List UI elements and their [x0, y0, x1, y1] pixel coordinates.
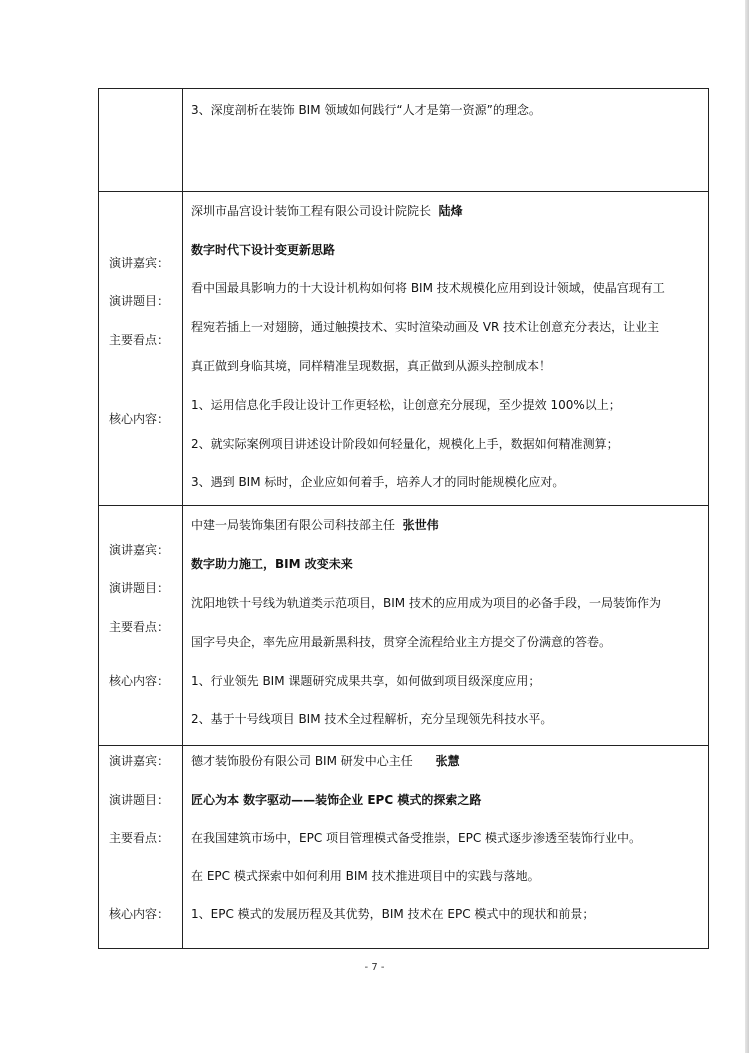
content-line: 看中国最具影响力的十大设计机构如何将 BIM 技术规模化应用到设计领域，使晶宫现有工 [191, 281, 665, 295]
topic-label: 演讲题目： [109, 581, 170, 595]
highlights-label: 主要看点： [109, 333, 170, 347]
topic-label: 演讲题目： [109, 294, 170, 308]
content-line: 程宛若插上一对翅膀，通过触摸技术、实时渲染动画及 VR 技术让创意充分表达，让业主 [191, 320, 660, 334]
speaker-table [98, 88, 709, 949]
content-line: 2、就实际案例项目讲述设计阶段如何轻量化，规模化上手，数据如何精准测算； [191, 437, 619, 451]
label-cell [99, 89, 183, 191]
content-line: 在我国建筑市场中，EPC 项目管理模式备受推崇，EPC 模式逐步渗透至装饰行业中。 [191, 831, 642, 845]
speaker-org: 中建一局装饰集团有限公司科技部主任 [191, 518, 396, 532]
speaker-label: 演讲嘉宾： [109, 543, 170, 557]
speaker-line [191, 517, 439, 533]
speaker-line [191, 203, 463, 219]
content-line: 沈阳地铁十号线为轨道类示范项目，BIM 技术的应用成为项目的必备手段，一局装饰作为 [191, 596, 661, 610]
talk-title: 数字助力施工，BIM 改变未来 [191, 557, 353, 571]
speaker-name: 张世伟 [402, 518, 439, 532]
content-line: 真正做到身临其境，同样精准呈现数据，真正做到从源头控制成本！ [191, 359, 552, 373]
content-line: 1、行业领先 BIM 课题研究成果共享，如何做到项目级深度应用； [191, 674, 541, 688]
core-content-label: 核心内容： [109, 674, 170, 688]
speaker-line [191, 753, 460, 769]
speaker-name: 张慧 [435, 754, 460, 768]
content-line: 1、运用信息化手段让设计工作更轻松，让创意充分展现，至少提效 100%以上； [191, 398, 621, 412]
speaker-name: 陆烽 [438, 204, 463, 218]
content-line: 在 EPC 模式探索中如何利用 BIM 技术推进项目中的实践与落地。 [191, 869, 540, 883]
topic-label: 演讲题目： [109, 793, 170, 807]
speaker-org: 德才装饰股份有限公司 BIM 研发中心主任 [191, 754, 413, 768]
page-number: - 7 - [364, 962, 385, 973]
page-edge-shadow [745, 0, 749, 1053]
speaker-label: 演讲嘉宾： [109, 256, 170, 270]
speaker-label: 演讲嘉宾： [109, 754, 170, 768]
talk-title: 数字时代下设计变更新思路 [191, 243, 336, 257]
label-cell [99, 506, 183, 745]
content-line: 3、深度剖析在装饰 BIM 领域如何践行“人才是第一资源”的理念。 [191, 103, 541, 117]
table-row [99, 746, 708, 948]
content-line: 1、EPC 模式的发展历程及其优势，BIM 技术在 EPC 模式中的现状和前景； [191, 907, 595, 921]
table-row [99, 192, 708, 506]
highlights-label: 主要看点： [109, 831, 170, 845]
table-row [99, 506, 708, 746]
label-cell [99, 746, 183, 948]
core-content-label: 核心内容： [109, 907, 170, 921]
core-content-label: 核心内容： [109, 412, 170, 426]
talk-title: 匠心为本 数字驱动——装饰企业 EPC 模式的探索之路 [191, 793, 482, 807]
table-row [99, 89, 708, 192]
content-line: 2、基于十号线项目 BIM 技术全过程解析，充分呈现领先科技水平。 [191, 712, 553, 726]
content-line: 3、遇到 BIM 标时，企业应如何着手，培养人才的同时能规模化应对。 [191, 475, 565, 489]
highlights-label: 主要看点： [109, 620, 170, 634]
content-line: 国字号央企，率先应用最新黑科技，贯穿全流程给业主方提交了份满意的答卷。 [191, 635, 612, 649]
speaker-org: 深圳市晶宫设计装饰工程有限公司设计院院长 [191, 204, 432, 218]
label-cell [99, 192, 183, 505]
